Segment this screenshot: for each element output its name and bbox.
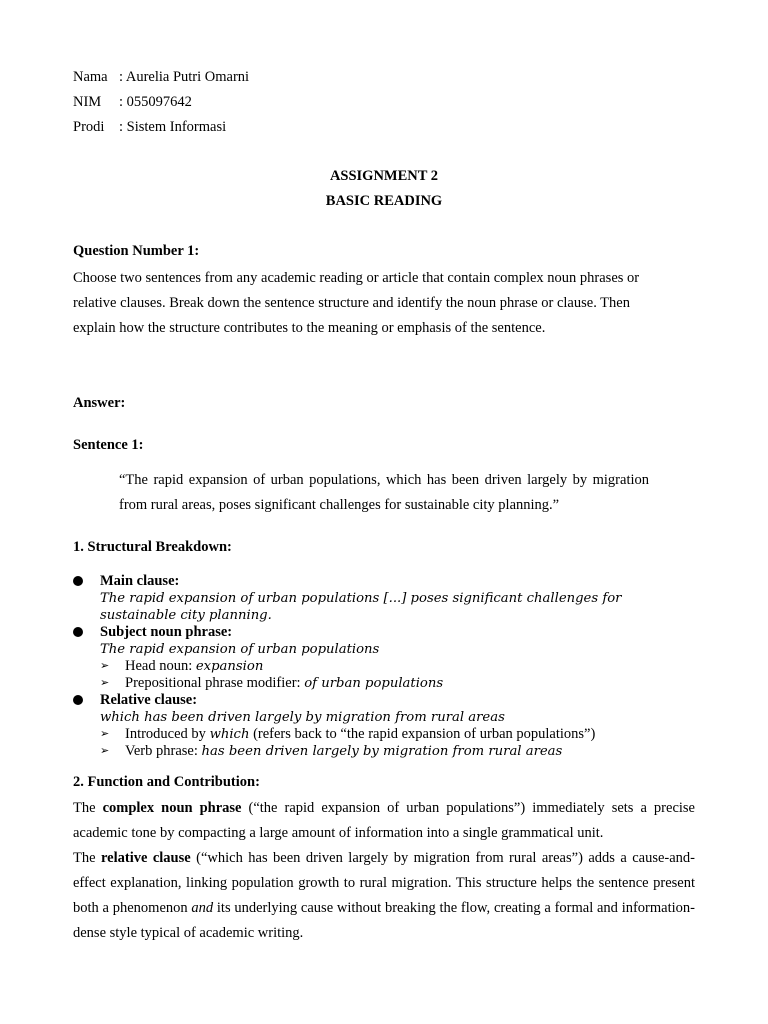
info-value: : Sistem Informasi bbox=[119, 119, 227, 135]
verb-phrase-value: has been driven largely by migration from rural areas bbox=[201, 744, 563, 759]
relative-clause-label: Relative clause: bbox=[100, 692, 198, 708]
info-row-prodi bbox=[73, 117, 249, 142]
arrow-bullet-icon: ➢ bbox=[100, 728, 110, 740]
bold-term: complex noun phrase bbox=[102, 800, 242, 816]
info-key: Nama bbox=[73, 69, 108, 85]
bullet-dot-icon bbox=[73, 627, 83, 637]
sub-item bbox=[100, 658, 695, 675]
intro-word: which bbox=[209, 727, 250, 742]
relative-clause-text: which has been driven largely by migration from rural areas bbox=[100, 710, 505, 725]
intro-label: Introduced by bbox=[125, 726, 210, 742]
verb-phrase-label: Verb phrase: bbox=[125, 743, 202, 759]
italic-term: and bbox=[191, 900, 214, 916]
info-key: NIM bbox=[73, 94, 102, 110]
head-noun-value: expansion bbox=[195, 659, 264, 674]
sentence-heading: Sentence 1: bbox=[73, 437, 144, 453]
question-heading: Question Number 1: bbox=[73, 243, 200, 259]
head-noun-label: Head noun: bbox=[125, 658, 196, 674]
intro-note: (refers back to “the rapid expansion of urban populations”) bbox=[249, 726, 596, 742]
subject-np-label: Subject noun phrase: bbox=[100, 624, 233, 640]
info-row-nama bbox=[73, 67, 249, 92]
prep-modifier-value: of urban populations bbox=[304, 676, 444, 691]
text-run: its underlying cause without breaking the flow, creating a formal and information-dense style typical of academic writing. bbox=[73, 900, 695, 941]
subject-np-text: The rapid expansion of urban populations bbox=[100, 642, 380, 657]
list-item bbox=[73, 573, 695, 624]
info-value: : Aurelia Putri Omarni bbox=[119, 69, 250, 85]
info-key: Prodi bbox=[73, 119, 105, 135]
breakdown-heading: 1. Structural Breakdown: bbox=[73, 539, 232, 555]
bold-term: relative clause bbox=[100, 850, 191, 866]
function-paragraph-1 bbox=[73, 796, 695, 846]
info-row-nim bbox=[73, 92, 249, 117]
list-item bbox=[73, 624, 695, 692]
sub-item bbox=[100, 743, 695, 760]
sub-item bbox=[100, 675, 695, 692]
breakdown-list bbox=[73, 573, 695, 760]
text-run: The bbox=[73, 850, 101, 866]
info-value: : 055097642 bbox=[119, 94, 192, 110]
function-paragraph-2 bbox=[73, 846, 695, 946]
bullet-dot-icon bbox=[73, 576, 83, 586]
text-run: (“which has been driven largely by migration from rural areas”) adds a cause-and-effect explanation, linking population growth to rural migration. This structure helps the sentence present both a phenomenon bbox=[73, 850, 695, 916]
text-run: The bbox=[73, 800, 103, 816]
arrow-bullet-icon: ➢ bbox=[100, 745, 110, 757]
bullet-dot-icon bbox=[73, 695, 83, 705]
assignment-subtitle: BASIC READING bbox=[325, 193, 443, 209]
text-run: (“the rapid expansion of urban populations”) immediately sets a precise academic tone by compacting a large amount of information into a single grammatical unit. bbox=[73, 800, 695, 841]
question-text: Choose two sentences from any academic reading or article that contain complex noun phrases or relative clauses. Break down the sentence structure and identify the noun phrase or clause. Then explain how the structure contributes to the meaning or emphasis of the sentence. bbox=[73, 270, 640, 336]
answer-heading: Answer: bbox=[73, 395, 126, 411]
function-heading: 2. Function and Contribution: bbox=[73, 774, 260, 790]
main-clause-text: The rapid expansion of urban populations [...] poses significant challenges for sustainable city planning. bbox=[100, 591, 622, 623]
arrow-bullet-icon: ➢ bbox=[100, 660, 110, 672]
prep-modifier-label: Prepositional phrase modifier: bbox=[125, 675, 305, 691]
arrow-bullet-icon: ➢ bbox=[100, 677, 110, 689]
sentence-quote: “The rapid expansion of urban populations, which has been driven largely by migration from rural areas, poses significant challenges for sustainable city planning.” bbox=[119, 472, 649, 513]
assignment-title: ASSIGNMENT 2 bbox=[329, 168, 439, 184]
list-item bbox=[73, 692, 695, 760]
student-info bbox=[73, 67, 249, 142]
main-clause-label: Main clause: bbox=[100, 573, 180, 589]
sub-item bbox=[100, 726, 695, 743]
